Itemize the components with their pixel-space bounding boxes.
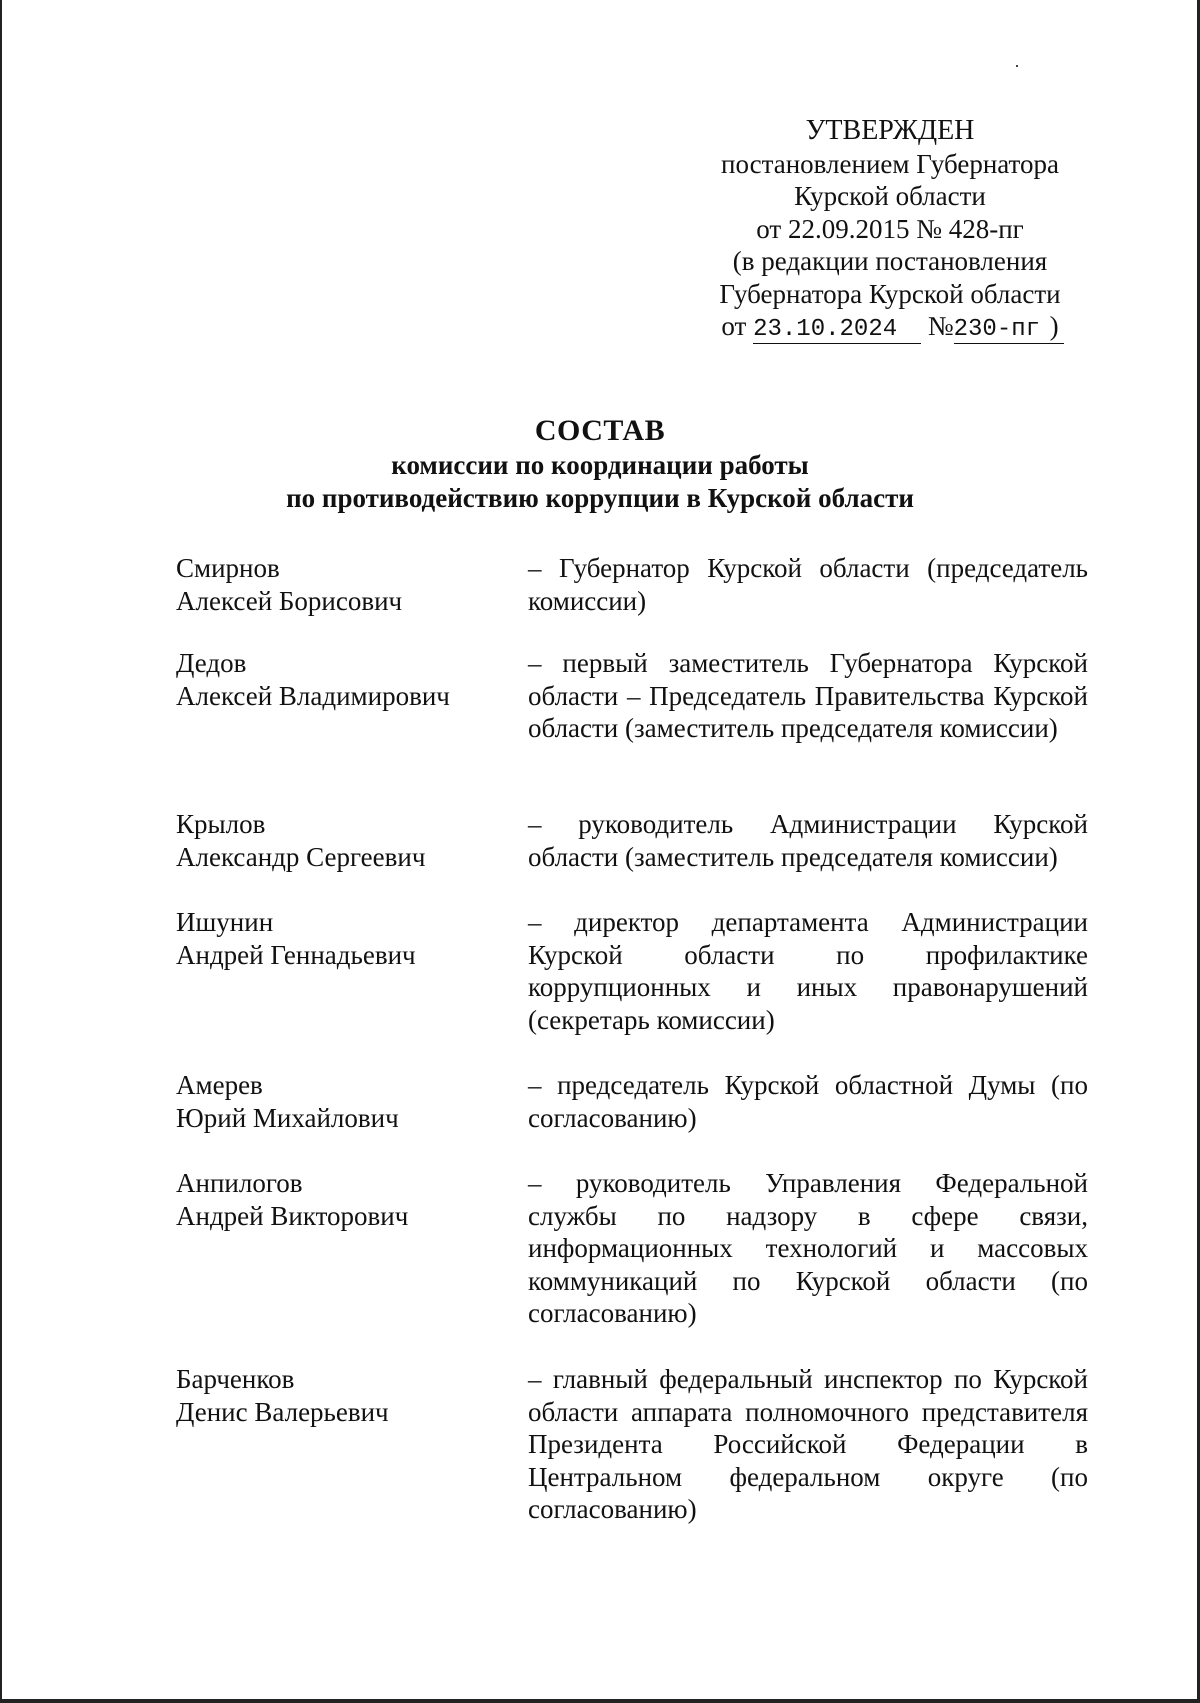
approval-line-5: Губернатора Курской области (719, 278, 1061, 309)
member-surname: Анпилогов (176, 1168, 303, 1198)
member-name (176, 1167, 506, 1232)
amendment-number-text: 230-пг (953, 316, 1041, 343)
prefix-from: от (721, 311, 747, 341)
approval-line-1: постановлением Губернатора (721, 148, 1059, 179)
member-given-names: Андрей Геннадьевич (176, 939, 416, 970)
member-surname: Ишунин (176, 907, 274, 937)
member-role: – руководитель Управления Федеральной службы по надзору в сфере связи, информационных технологий и массовых коммуникаций по Курской области (по согласованию) (528, 1168, 1088, 1328)
approval-title: УТВЕРЖДЕН (805, 115, 975, 146)
approval-line-3: от 22.09.2015 № 428-пг (756, 213, 1024, 244)
member-role: – председатель Курской областной Думы (по согласованию) (528, 1070, 1088, 1133)
member-given-names: Александр Сергеевич (176, 841, 426, 872)
amendment-number (954, 317, 1064, 344)
member-surname: Амерев (176, 1070, 263, 1100)
amendment-date: 23.10.2024 (753, 317, 921, 344)
number-sign: № (927, 311, 954, 341)
document-heading (0, 413, 1200, 515)
member-given-names: Андрей Викторович (176, 1200, 409, 1231)
member-surname: Барченков (176, 1364, 295, 1394)
member-role: – первый заместитель Губернатора Курской области – Председатель Правительства Курской области (заместитель председателя комиссии) (528, 648, 1088, 743)
closing-paren: ) (1049, 311, 1059, 341)
heading-subtitle-1: комиссии по координации работы (391, 450, 809, 480)
approval-line-4: (в редакции постановления (732, 246, 1048, 276)
approval-line-2: Курской области (794, 181, 986, 211)
member-surname: Крылов (176, 809, 266, 839)
member-role: – руководитель Администрации Курской области (заместитель председателя комиссии) (528, 809, 1088, 872)
member-given-names: Денис Валерьевич (176, 1396, 389, 1427)
member-surname: Смирнов (176, 553, 280, 583)
member-name (176, 647, 506, 712)
member-role: – директор департамента Администрации Курской области по профилактике коррупционных и иных правонарушений (секретарь комиссии) (528, 907, 1088, 1035)
approval-stamp-block (680, 115, 1100, 344)
amendment-date-line (680, 310, 1100, 344)
scan-left-edge (0, 0, 2, 1703)
member-name (176, 552, 506, 617)
member-surname: Дедов (176, 648, 247, 678)
member-given-names: Алексей Борисович (176, 585, 403, 616)
member-name (176, 1363, 506, 1428)
scan-speck (1016, 65, 1018, 67)
member-name (176, 808, 506, 873)
scan-bottom-edge (0, 1699, 1200, 1703)
member-role: – главный федеральный инспектор по Курской области аппарата полномочного представителя Президента Российской Федерации в Центральном федеральном округе (по согласованию) (528, 1364, 1088, 1524)
member-name (176, 906, 506, 971)
heading-subtitle-2: по противодействию коррупции в Курской области (286, 483, 914, 513)
member-given-names: Алексей Владимирович (176, 680, 450, 711)
member-role: – Губернатор Курской области (председатель комиссии) (528, 553, 1088, 616)
heading-title: СОСТАВ (534, 414, 666, 447)
member-name (176, 1069, 506, 1134)
member-given-names: Юрий Михайлович (176, 1102, 399, 1133)
